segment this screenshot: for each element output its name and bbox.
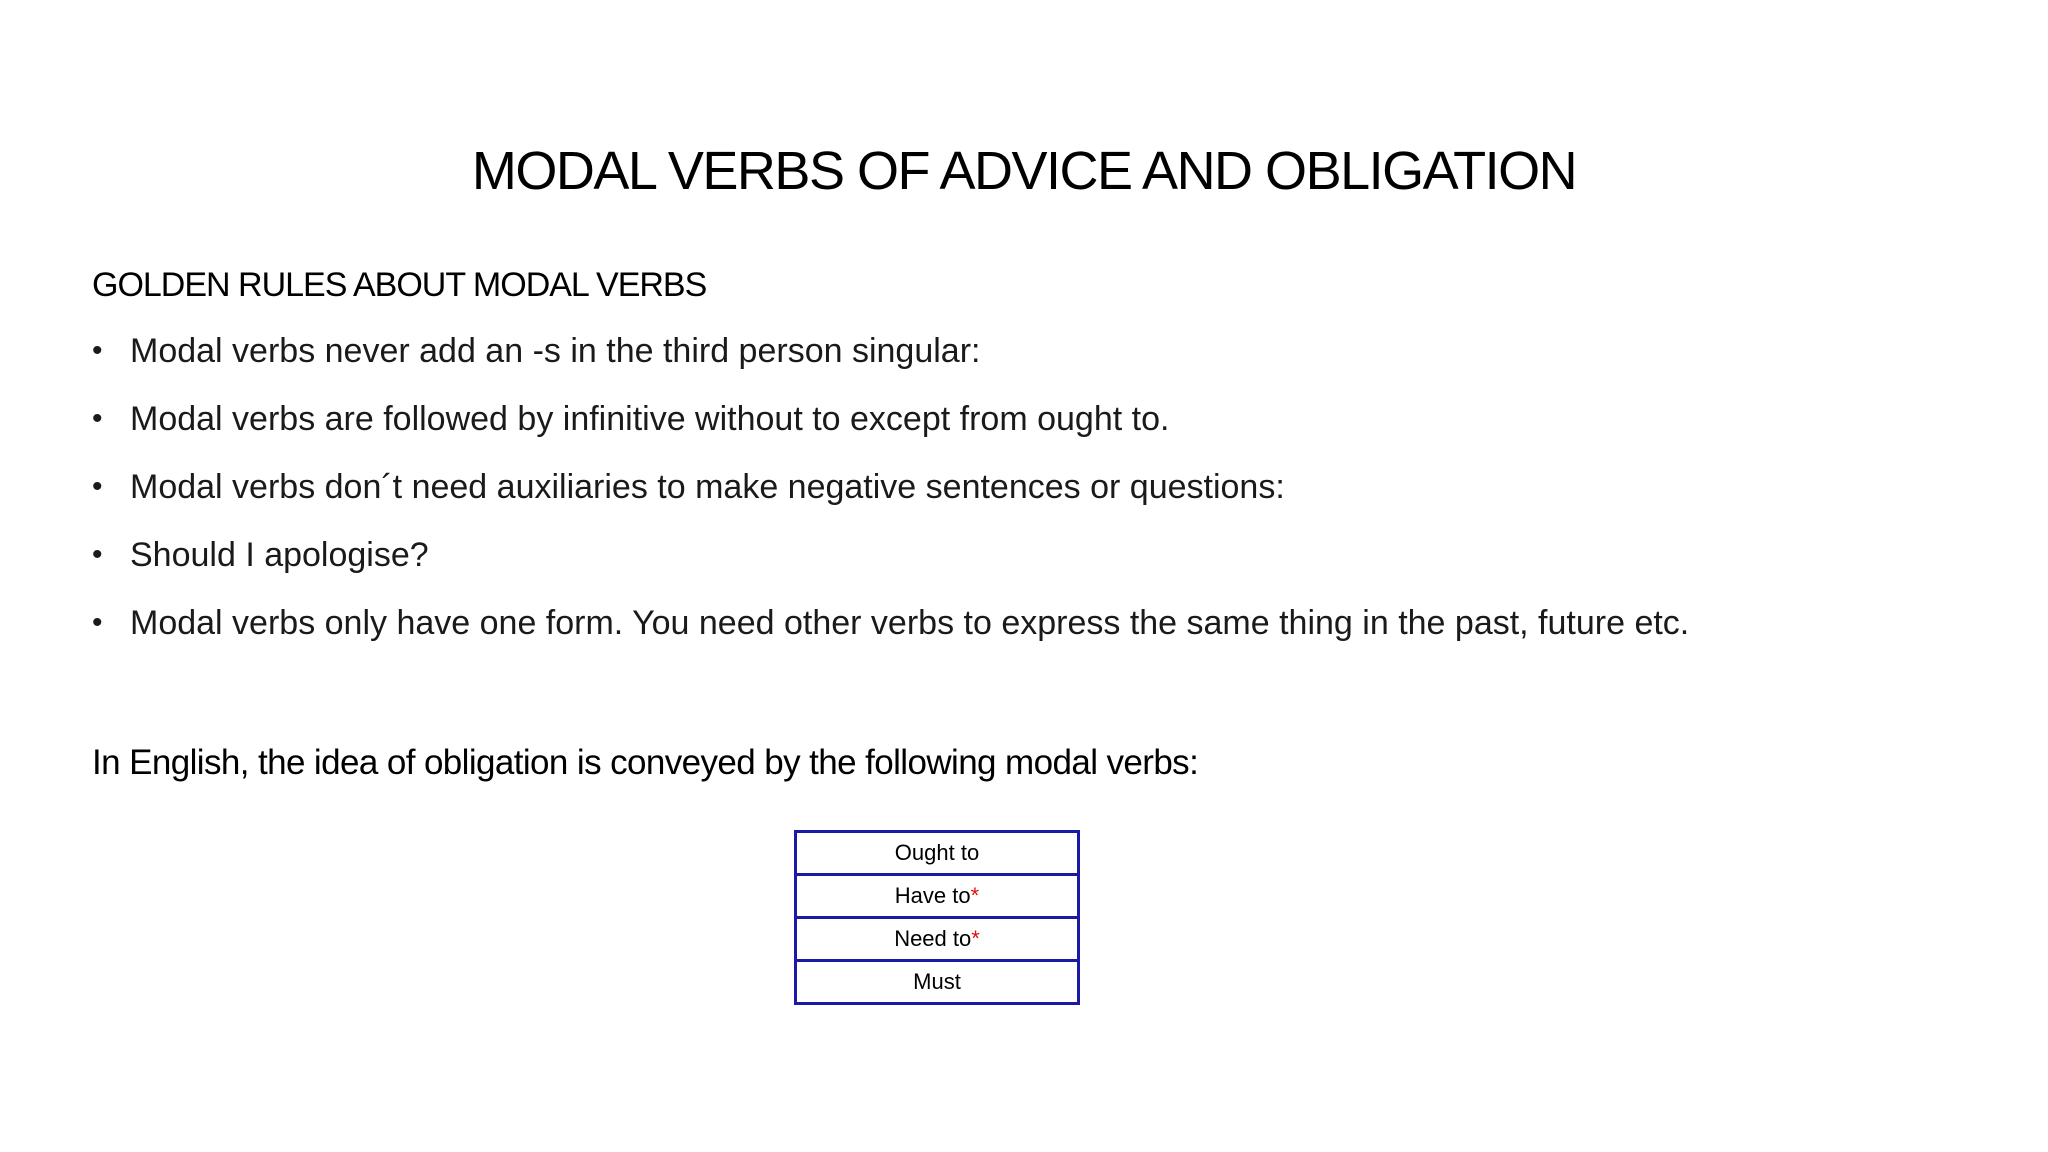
asterisk-mark: * [970,883,980,908]
table-cell [796,918,1079,961]
verb-label: Need to [894,926,972,951]
rule-text: Modal verbs never add an -s in the third person singular: [130,332,981,370]
obligation-intro: In English, the idea of obligation is conveyed by the following modal verbs: [92,743,1199,782]
asterisk-mark: * [971,926,980,951]
verb-label: Ought to [894,840,980,865]
slide-title: MODAL VERBS OF ADVICE AND OBLIGATION [471,141,1577,201]
rule-item [92,394,1689,462]
verb-label: Must [913,969,961,994]
verb-label: Have to [894,883,971,908]
bullet-icon: • [92,334,103,367]
rule-item [92,462,1689,530]
rule-text: Should I apologise? [130,536,429,574]
rule-item [92,530,1689,598]
table-cell [796,832,1079,875]
modal-verbs-table [794,830,1080,1005]
rule-text: Modal verbs don´t need auxiliaries to make negative sentences or questions: [130,468,1285,506]
table-row [796,832,1079,875]
rule-item [92,598,1689,666]
table-row [796,961,1079,1004]
golden-rules-heading: GOLDEN RULES ABOUT MODAL VERBS [92,266,707,304]
bullet-icon: • [92,606,103,639]
rule-text: Modal verbs only have one form. You need other verbs to express the same thing in the past, future etc. [130,604,1690,642]
bullet-icon: • [92,402,103,435]
table-cell [796,961,1079,1004]
rule-item [92,326,1689,394]
bullet-icon: • [92,470,103,503]
rule-text: Modal verbs are followed by infinitive without to except from ought to. [130,400,1170,438]
rules-list [92,326,1689,666]
table-row [796,875,1079,918]
table-cell [796,875,1079,918]
table-row [796,918,1079,961]
bullet-icon: • [92,538,103,571]
